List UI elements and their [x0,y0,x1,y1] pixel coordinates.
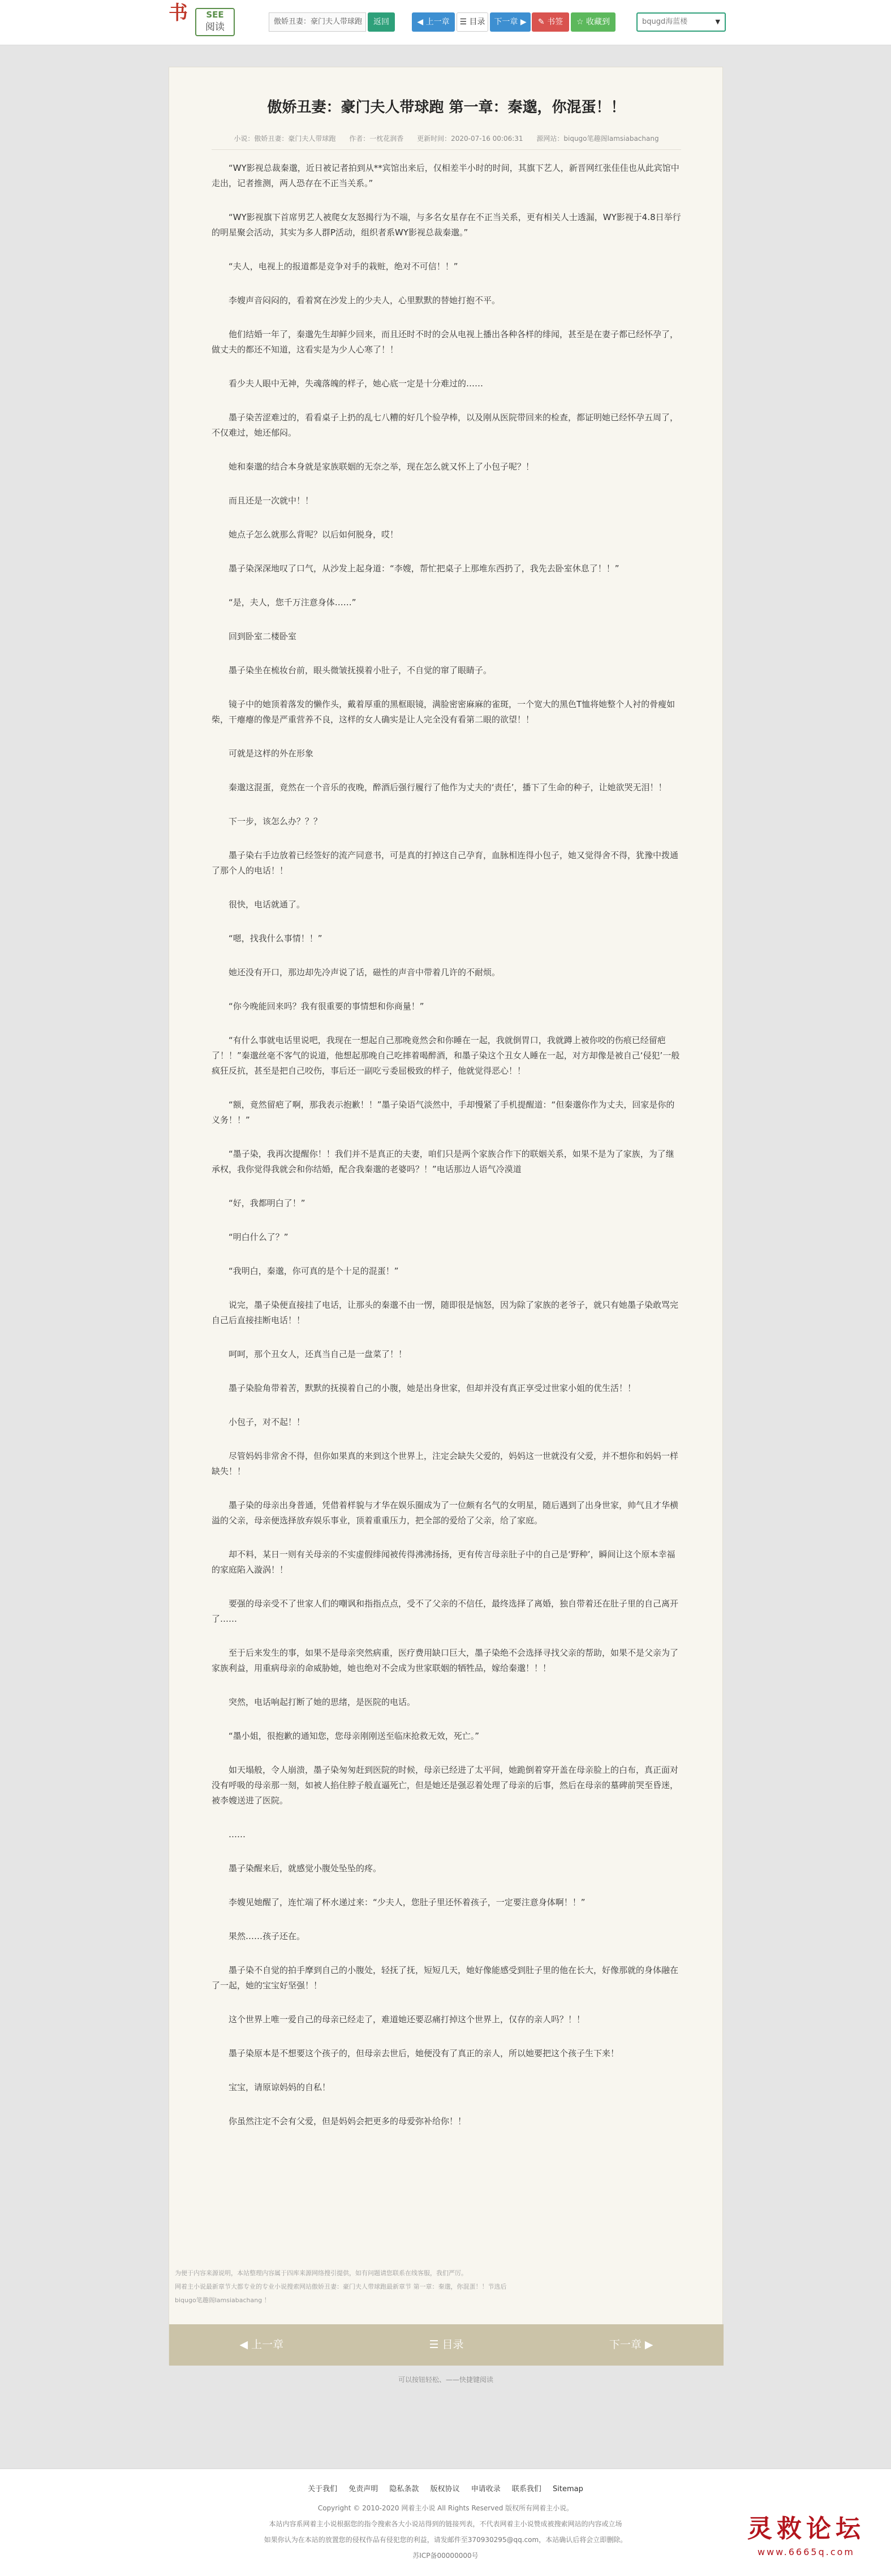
chapter-paragraph: 墨子染苦涩难过的，看看桌子上扔的乱七八糟的好几个验孕棒，以及刚从医院带回来的检查，都证明她已经怀孕五周了，不仅难过，她还郁闷。 [212,412,679,438]
meta-divider [212,149,681,150]
chapter-paragraph: 果然……孩子还在。 [229,1931,305,1941]
chapter-paragraph: 她点子怎么就那么背呢？以后如何脱身，哎！ [229,529,399,540]
chapter-paragraph: 这个世界上唯一爱自己的母亲已经走了，难道她还要忍痛打掉这个世界上，仅存的亲人吗？！！ [229,2014,586,2024]
chapter-paragraph: “嗯，找我什么事情！！” [229,933,322,944]
theme-select-value: bqugd海蓝楼 [642,18,688,26]
footer-copyright: Copyright © 2010-2020 网着主小说 All Rights Reserved 版权所有网着主小说。 [317,2504,574,2512]
chapter-paragraph: 镜子中的她顶着落发的懒作头，戴着厚重的黑框眼镜，满脸密密麻麻的雀斑，一个宽大的黑色T恤将她整个人衬的骨瘦如柴，干瘪瘪的像是严重营养不良，这样的女人确实是让人完全没有看第二眼的欲望！！ [212,699,675,725]
footer-notice: 本站内容系网着主小说根据您的指令搜索各大小说站得到的链接列表，不代表网着主小说赞成被搜索网站的内容或立场 [269,2520,622,2528]
footer-contact-notice: 如果你认为在本站的放置您的侵权作品有侵犯您的利益，请发邮件至370930295@qq.com，本站确认后将会立即删除。 [264,2536,627,2544]
forum-watermark [730,2512,883,2574]
keyboard-hint: 可以按钮轻松、——快捷键阅读 [398,2376,493,2384]
footer-icp[interactable]: 苏ICP备00000000号 [412,2552,479,2560]
footer-link-sitemap[interactable]: Sitemap [553,2485,583,2493]
chapter-paragraph: 墨子染的母亲出身普通，凭借着样貌与才华在娱乐圈成为了一位颇有名气的女明星，随后遇到了出身世家，帅气且才华横溢的父亲，母亲便选择放弃娱乐事业，顶着重重压力，把全部的爱给了父亲，给了家庭。 [212,1500,679,1526]
disclaimer-line: 网着主小说最新章节大都专业的专业小说搜索网站傲娇丑妻：豪门夫人带球跑最新章节 第一章：秦邈，你混蛋！！节选后 [175,2283,507,2290]
logo-wordmark-top: SEE [206,10,224,20]
breadcrumb[interactable]: 傲娇丑妻：豪门夫人带球跑 [269,12,366,32]
chapter-paragraph: 墨子染右手边放着已经签好的流产同意书，可是真的打掉这自己孕育，血脉相连得小包子，她又觉得舍不得，犹豫中拨通了那个人的电话！！ [212,850,679,876]
chevron-down-icon: ▼ [715,18,720,25]
chapter-paragraph: 她还没有开口，那边却先冷声说了话，磁性的声音中带着几许的不耐烦。 [229,967,501,977]
meta-updated: 更新时间：2020-07-16 00:06:31 [417,135,523,143]
disclaimer-line: 为便于内容来源说明，本站整理内容属于四库来源网络搜引提供，如有问题请您联系在线客服，我们严厉。 [175,2269,467,2277]
favorite-button[interactable]: ☆ 收藏到 [571,12,615,32]
chapter-paragraph: 他们结婚一年了，秦邈先生却鲜少回来，而且还时不时的会从电视上播出各种各样的绯闻，甚至是在妻子都已经怀孕了，做丈夫的都还不知道，这看实是为少人心寒了！！ [212,329,679,355]
chapter-paragraph: 李嫂见她醒了，连忙端了杯水递过来：“少夫人，您肚子里还怀着孩子，一定要注意身体啊！！” [229,1897,586,1907]
logo-wordmark [195,8,235,36]
chapter-paragraph: 回到卧室二楼卧室 [229,631,297,641]
chapter-paragraph: 突然，电话响起打断了她的思绪，是医院的电话。 [229,1697,416,1707]
theme-select[interactable] [636,12,726,32]
chapter-paragraph: 下一步，该怎么办？？？ [229,816,322,826]
chapter-paragraph: “好，我都明白了！” [229,1198,305,1208]
chapter-paragraph: 呵呵，那个丑女人，还真当自己是一盘菜了！！ [229,1349,407,1359]
meta-source: 源网站：biqugo笔趣阁lamsiabachang [536,135,659,143]
chapter-paragraph: 秦邈这混蛋，竟然在一个音乐的夜晚，醉酒后强行履行了他作为丈夫的‘责任’，播下了生命的种子，让她欲哭无泪！！ [229,782,667,792]
footer-link-about[interactable]: 关于我们 [308,2485,338,2493]
chapter-title: 傲娇丑妻：豪门夫人带球跑 第一章：秦邈，你混蛋！！ [267,99,626,116]
chapter-paragraph: 尽管妈妈非常舍不得，但你如果真的来到这个世界上，注定会缺失父爱的，妈妈这一世就没有父爱，并不想你和妈妈一样缺失！！ [212,1451,679,1476]
chapter-paragraph: “墨小姐，很抱歉的通知您，您母亲刚刚送至临床抢救无效，死亡。” [229,1731,480,1741]
chapter-paragraph: 可就是这样的外在形象 [229,748,314,759]
disclaimer-line: biqugo笔趣阁lamsiabachang ！ [175,2297,270,2304]
chapter-paragraph: 墨子染不自觉的拍手摩到自己的小腹处，轻抚了抚，短短几天，她好像能感受到肚子里的他在长大，好像那就的身体融在了一起，她的宝宝好坚强！！ [212,1965,679,1991]
bookmark-button[interactable]: ✎ 书签 [532,12,569,32]
chapter-paragraph: 要强的母亲受不了世家人们的嘲讽和指指点点，受不了父亲的不信任，最终选择了离婚，独自带着还在肚子里的自己离开了…… [212,1599,679,1624]
chapter-paragraph: 说完，墨子染便直接挂了电话，让那头的秦邈不由一愣，随即很是恼怒，因为除了家族的老爷子，就只有她墨子染敢骂完自己后直接挂断电话！！ [212,1300,679,1325]
chapter-paragraph: 你虽然注定不会有父爱，但是妈妈会把更多的母爱弥补给你！！ [229,2116,467,2126]
chapter-paragraph: 看少夫人眼中无神，失魂落魄的样子，她心底一定是十分难过的…… [229,378,484,389]
site-logo[interactable] [166,2,236,40]
footer-link-contact[interactable]: 联系我们 [511,2485,541,2493]
footer-link-copyright[interactable]: 版权协议 [430,2485,460,2493]
chapter-paragraph: 很快，电话就通了。 [229,899,305,910]
chapter-paragraph: “明白什么了？” [229,1232,289,1242]
watermark-title: 灵救论坛 [747,2514,865,2543]
meta-novel[interactable]: 小说：傲娇丑妻：豪门夫人带球跑 [234,135,336,143]
watermark-url: www.6665q.com [757,2547,855,2557]
footer-link-submit[interactable]: 申请收录 [471,2485,501,2493]
chapter-paragraph: 宝宝，请原谅妈妈的自私！ [229,2082,331,2092]
footer-link-disclaimer[interactable]: 免责声明 [348,2485,378,2493]
chapter-paragraph: 她和秦邈的结合本身就是家族联姻的无奈之举，现在怎么就又怀上了小包子呢？！ [229,462,535,472]
prev-chapter-button[interactable]: ◀ 上一章 [412,12,455,32]
next-chapter-button[interactable]: 下一章 ▶ [490,12,531,32]
chapter-paragraph: 墨子染醒来后，就感觉小腹处坠坠的疼。 [229,1863,382,1873]
meta-author[interactable]: 作者：一枕花润香 [349,135,404,143]
back-button[interactable]: 返回 [368,12,395,32]
chapter-paragraph: 至于后来发生的事，如果不是母亲突然病重，医疗费用缺口巨大，墨子染绝不会选择寻找父亲的帮助，如果不是父亲为了家族利益，用重病母亲的命威胁她，她也绝对不会成为世家联姻的牺牲品，嫁给秦邈！！！ [212,1648,679,1673]
chapter-paragraph: “WY影视旗下首席男艺人被爬女友怒揭行为不端，与多名女星存在不正当关系，更有相关人士透漏，WY影视于4.8日举行的明星聚会活动，其实为多人群P活动，组织者系WY影视总裁秦邈。” [212,212,681,238]
chapter-paragraph: “墨子染，我再次提醒你！！我们并不是真正的夫妻，咱们只是两个家族合作下的联姻关系，如果不是为了家族，为了继承权，我你觉得我就会和你结婚，配合我秦邈的老婆吗？！”电话那边人语气冷漠道 [212,1149,674,1174]
chapter-paragraph: “WY影视总裁秦邈，近日被记者拍到从**宾馆出来后，仅相差半小时的时间，其旗下艺人，新晋网红张佳佳也从此宾馆中走出，记者推测，两人恐存在不正当关系。” [212,163,679,188]
chapter-paragraph: “你今晚能回来吗？我有很重要的事情想和你商量！” [229,1001,424,1011]
chapter-paragraph: “有什么事就电话里说吧，我现在一想起自己那晚竟然会和你睡在一起，我就倒胃口，我就蹲上被你咬的伤痕已经留疤了！！”秦邈丝毫不客气的说道，他想起那晚自己吃摔着喝醉酒，和墨子染这个丑女人睡在一起，对方却像是被自己‘侵犯’一般疯狂反抗，甚至是把自己咬伤，事后还一副吃亏委屈极致的样子，他就觉得恶心！！ [212,1035,680,1076]
toc-button[interactable]: ☰ 目录 [457,12,488,32]
chapter-pager [169,2324,724,2366]
logo-wordmark-bottom: 阅读 [205,21,225,33]
logo-book-icon: 书 [169,2,188,24]
footer-link-privacy[interactable]: 隐私条款 [389,2485,419,2493]
chapter-paragraph: “是，夫人，您千万注意身体……” [229,597,356,608]
disclaimer [169,2267,724,2307]
chapter-body [212,161,681,2148]
chapter-paragraph: 小包子，对不起！！ [229,1417,305,1427]
chapter-card [169,67,723,2365]
chapter-paragraph: 如天塌般，令人崩溃，墨子染匆匆赶到医院的时候，母亲已经进了太平间，她跪倒着穿开盖在母亲脸上的白布，真正面对没有呼吸的母亲那一刻，如被人掐住脖子般直逼死亡，但是她还是强忍着处理了母亲的后事，然后在母亲的墓碑前哭至昏迷，被李嫂送进了医院。 [212,1765,679,1806]
top-toolbar [0,0,891,45]
pager-toc-button[interactable]: ☰ 目录 [429,2338,464,2351]
chapter-paragraph: “夫人，电视上的报道都是竞争对手的栽赃，绝对不可信！！” [229,261,458,272]
chapter-paragraph: 墨子染脸角带着苦，默默的抚摸着自己的小腹，她是出身世家，但却并没有真正享受过世家小姐的优生活！！ [229,1383,636,1393]
chapter-paragraph: …… [229,1829,246,1840]
chapter-paragraph: “我明白，秦邈，你可真的是个十足的混蛋！” [229,1266,399,1276]
chapter-meta [169,133,724,143]
chapter-paragraph: 墨子染深深地叹了口气，从沙发上起身道：“李嫂，帮忙把桌子上那堆东西扔了，我先去卧室休息了！！” [229,563,619,574]
footer-links [0,2483,891,2493]
chapter-paragraph: 墨子染坐在梳妆台前，眼头微皱抚摸着小肚子，不自觉的窜了眼睛子。 [229,665,492,675]
chapter-paragraph: “额，竟然留疤了啊，那我表示抱歉！！”墨子染语气淡然中，手却慢紧了手机提醒道：“但秦邈你作为丈夫，回家是你的义务！！” [212,1100,675,1125]
pager-next-button[interactable]: 下一章 ▶ [609,2338,653,2351]
chapter-paragraph: 而且还是一次就中！！ [229,496,314,506]
chapter-paragraph: 李嫂声音闷闷的，看着窝在沙发上的少夫人，心里默默的替她打抱不平。 [229,295,501,305]
pager-prev-button[interactable]: ◀ 上一章 [239,2338,284,2351]
chapter-paragraph: 墨子染原本是不想要这个孩子的，但母亲去世后，她便没有了真正的亲人，所以她要把这个孩子生下来！ [229,2048,619,2058]
chapter-paragraph: 却不料，某日一则有关母亲的不实虚假绯闻被传得沸沸扬扬，更有传言母亲肚子中的自己是‘野种’，瞬间让这个原本幸福的家庭陷入漩涡！！ [212,1549,675,1575]
